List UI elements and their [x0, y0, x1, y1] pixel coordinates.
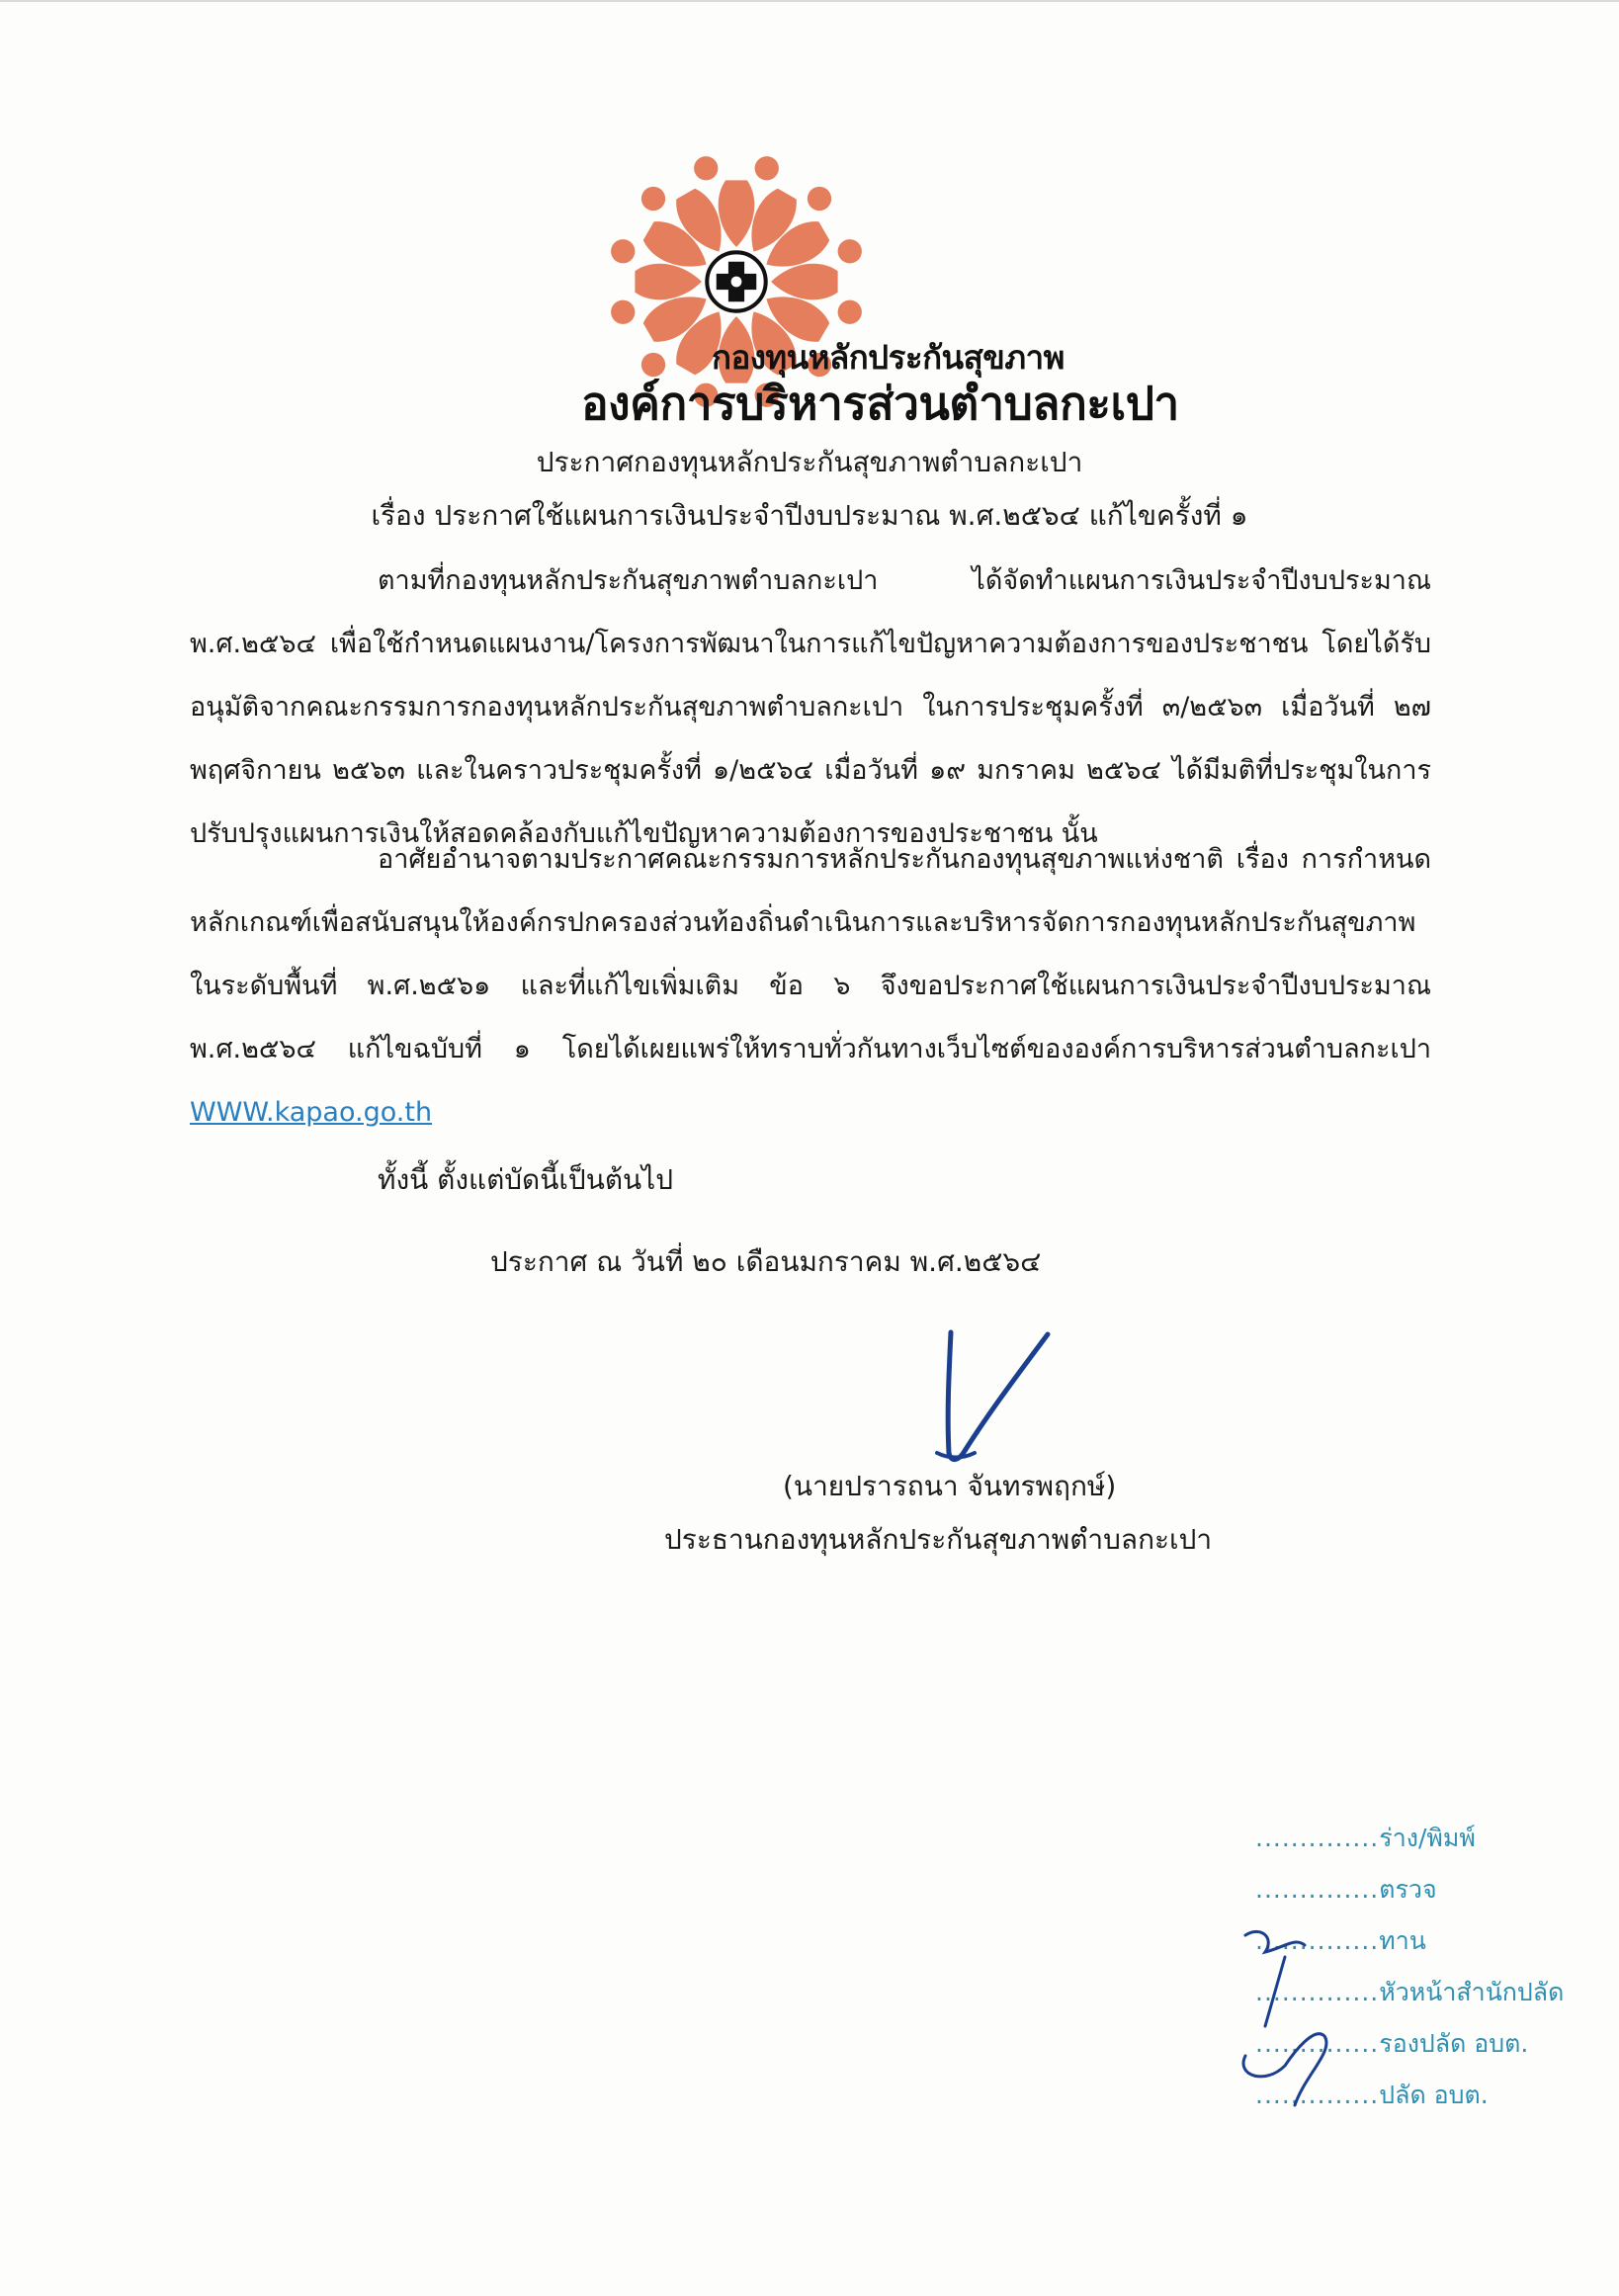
- logo-figure-head: [691, 153, 721, 183]
- logo-fund-name: กองทุนหลักประกันสุขภาพ: [712, 338, 1065, 377]
- announcement-subject: เรื่อง ประกาศใช้แผนการเงินประจำปีงบประมาณ พ.ศ.๒๕๖๔ แก้ไขครั้งที่ ๑: [371, 499, 1248, 532]
- closing-statement: ทั้งนี้ ตั้งแต่บัดนี้เป็นต้นไป: [378, 1163, 674, 1196]
- page-edge-line: [0, 0, 1619, 2]
- routing-item-chief: ..............ปลัด อบต.: [1255, 2081, 1489, 2109]
- signatory-name: (นายปรารถนา จันทรพฤกษ์): [783, 1470, 1117, 1502]
- body-paragraph-2: [190, 828, 1431, 1145]
- logo-figure-head: [803, 182, 836, 215]
- body-paragraph-1: ตามที่กองทุนหลักประกันสุขภาพตำบลกะเปา ได้จัดทำแผนการเงินประจำปีงบประมาณ พ.ศ.๒๕๖๔ เพื่อใช้กำหนดแผนงาน/โครงการพัฒนาในการแก้ไขปัญหาความต้องการของประชาชน โดยได้รับอนุมัติจากคณะกรรมการกองทุนหลักประกันสุขภาพตำบลกะเปา ในการประชุมครั้งที่ ๓/๒๕๖๓ เมื่อวันที่ ๒๗ พฤศจิกายน ๒๕๖๓ และในคราวประชุมครั้งที่ ๑/๒๕๖๔ เมื่อวันที่ ๑๙ มกราคม ๒๕๖๔ ได้มีมติที่ประชุมในการปรับปรุงแผนการเงินให้สอดคล้องกับแก้ไขปัญหาความต้องการของประชาชน นั้น: [190, 565, 1431, 849]
- routing-item-office-head: ..............หัวหน้าสำนักปลัด: [1255, 1978, 1565, 2006]
- logo-figure-head: [752, 153, 782, 183]
- routing-item-draft: ..............ร่าง/พิมพ์: [1255, 1824, 1476, 1852]
- routing-item-check: ..............ตรวจ: [1255, 1875, 1437, 1904]
- logo-figure-head: [835, 236, 865, 266]
- routing-item-deputy: ..............รองปลัด อบต.: [1255, 2029, 1529, 2058]
- routing-item-review: ..............ทาน: [1255, 1926, 1426, 1955]
- signatory-position: ประธานกองทุนหลักประกันสุขภาพตำบลกะเปา: [664, 1523, 1213, 1556]
- logo-org-name: องค์การบริหารส่วนตำบลกะเปา: [581, 377, 1179, 430]
- organization-logo: [554, 148, 1179, 435]
- signature: [890, 1315, 1067, 1473]
- body-paragraph-2-text: อาศัยอำนาจตามประกาศคณะกรรมการหลักประกันกองทุนสุขภาพแห่งชาติ เรื่อง การกำหนดหลักเกณฑ์เพื่อสนับสนุนให้องค์กรปกครองส่วนท้องถิ่นดำเนินการและบริหารจัดการกองทุนหลักประกันสุขภาพในระดับพื้นที่ พ.ศ.๒๕๖๑ และที่แก้ไขเพิ่มเติม ข้อ ๖ จึงขอประกาศใช้แผนการเงินประจำปีงบประมาณ พ.ศ.๒๕๖๔ แก้ไขฉบับที่ ๑ โดยได้เผยแพร่ให้ทราบทั่วกันทางเว็บไซต์ขององค์การบริหารส่วนตำบลกะเปา: [190, 844, 1431, 1064]
- logo-figure-head: [608, 236, 638, 266]
- logo-figure-head: [835, 298, 865, 327]
- logo-petal: [635, 264, 702, 300]
- logo-petal: [771, 264, 838, 300]
- announcement-title: ประกาศกองทุนหลักประกันสุขภาพตำบลกะเปา: [536, 446, 1083, 478]
- announcement-date: ประกาศ ณ วันที่ ๒๐ เดือนมกราคม พ.ศ.๒๕๖๔: [490, 1245, 1042, 1278]
- logo-figure-head: [608, 298, 638, 327]
- logo-petal: [719, 180, 755, 247]
- website-link[interactable]: WWW.kapao.go.th: [190, 1097, 433, 1128]
- handwritten-initials: [1226, 1917, 1374, 2115]
- logo-figure-head: [637, 182, 670, 215]
